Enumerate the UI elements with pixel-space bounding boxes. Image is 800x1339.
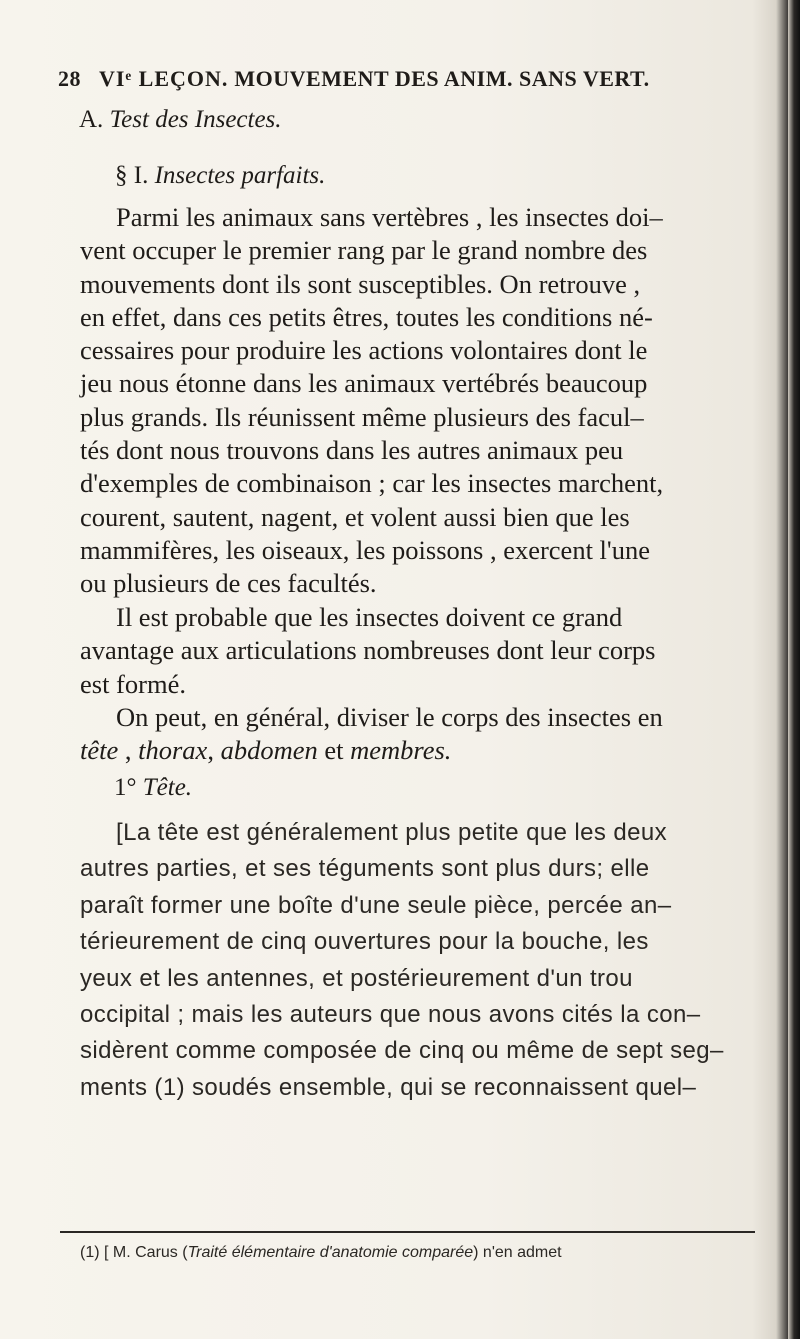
text-line: paraît former une boîte d'une seule pièce, percée an– [80, 891, 672, 919]
text-line: en effet, dans ces petits êtres, toutes les conditions né- [80, 301, 653, 332]
text-line: ments (1) soudés ensemble, qui se reconnaissent quel– [80, 1073, 697, 1101]
text-line: yeux et les antennes, et postérieurement d'un trou [80, 964, 633, 992]
conjunction: et [317, 735, 351, 766]
text-line: [La tête est généralement plus petite que les deux [116, 819, 668, 846]
text-line: tés dont nous trouvons dans les autres animaux peu [80, 435, 624, 466]
header-title: MOUVEMENT DES ANIM. SANS VERT. [234, 66, 650, 91]
text-line: Il est probable que les insectes doivent ce grand [116, 602, 623, 632]
text-line: ou plusieurs de ces facultés. [80, 568, 377, 599]
subsection-title: Insectes parfaits. [154, 162, 326, 189]
separator: , [207, 735, 221, 766]
text-line [80, 734, 770, 767]
text-line: autres parties, et ses téguments sont plus durs; elle [80, 855, 650, 883]
lecon-label: VIᵉ LEÇON. [99, 66, 229, 91]
subsection-label: § I. [115, 162, 149, 189]
footnote-prefix: (1) [ M. Carus ( [80, 1244, 188, 1261]
text-line: mammifères, les oiseaux, les poissons , exercent l'une [80, 534, 650, 565]
text-line: On peut, en général, diviser le corps des insectes en [116, 702, 663, 732]
text-line: jeu nous étonne dans les animaux vertébrés beaucoup [80, 368, 648, 399]
term-abdomen: abdomen [220, 735, 318, 766]
paragraph-4 [80, 815, 770, 1106]
section-heading [79, 106, 282, 134]
text-line: avantage aux articulations nombreuses dont leur corps [80, 635, 656, 666]
tete-heading [114, 774, 192, 802]
tete-title: Tête. [142, 774, 193, 801]
text-line: térieurement de cinq ouvertures pour la bouche, les [80, 928, 649, 956]
text-line: occipital ; mais les auteurs que nous avons cités la con– [80, 1001, 701, 1029]
text-line: sidèrent comme composée de cinq ou même de sept seg– [80, 1037, 724, 1065]
paragraph-2 [80, 601, 770, 701]
text-line: plus grands. Ils réunissent même plusieurs des facul– [80, 401, 644, 432]
running-header [58, 66, 718, 92]
text-line: est formé. [80, 668, 186, 699]
page-edge [788, 0, 800, 1339]
term-tete: tête [80, 735, 119, 766]
text-line: vent occuper le premier rang par le grand nombre des [80, 235, 648, 266]
text-line: d'exemples de combinaison ; car les insectes marchent, [80, 468, 664, 499]
term-membres: membres. [350, 735, 452, 766]
paragraph-1 [80, 201, 770, 601]
subsection-heading [115, 162, 325, 190]
footnote-suffix: ) n'en admet [473, 1244, 562, 1261]
paragraph-3 [80, 701, 770, 768]
footnote-title: Traité élémentaire d'anatomie comparée [187, 1244, 474, 1261]
text-line: Parmi les animaux sans vertèbres , les insectes doi– [116, 202, 663, 232]
section-title: Test des Insectes. [109, 106, 282, 133]
page-number: 28 [58, 66, 81, 91]
footnote-rule [60, 1231, 755, 1233]
text-line: courent, sautent, nagent, et volent aussi bien que les [80, 501, 630, 532]
separator: , [118, 735, 139, 766]
section-label: A. [79, 106, 104, 133]
text-line: cessaires pour produire les actions volontaires dont le [80, 335, 648, 366]
footnote [80, 1244, 562, 1262]
text-line: mouvements dont ils sont susceptibles. On retrouve , [80, 268, 641, 299]
term-thorax: thorax [138, 735, 208, 766]
tete-label: 1° [114, 774, 137, 801]
